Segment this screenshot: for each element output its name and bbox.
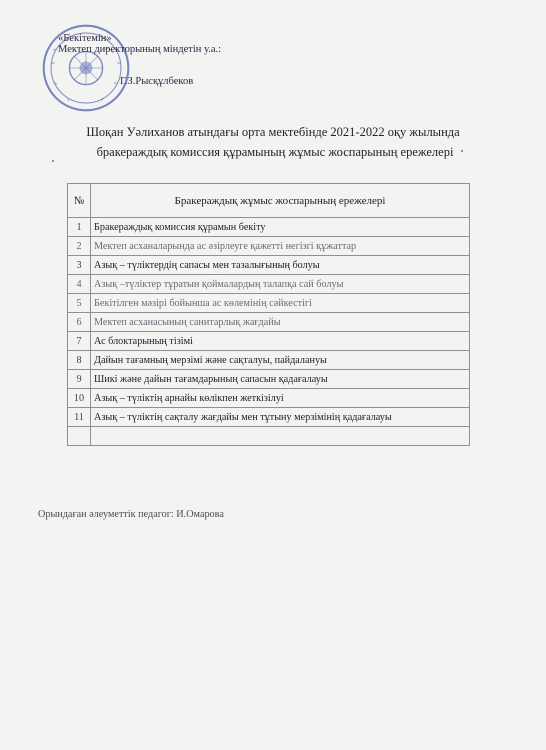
row-text: Ас блоктарының тізімі (91, 332, 470, 351)
document-title-line2: бракераждық комиссия құрамының жұмыс жоспарының ережелері (96, 145, 454, 159)
header-number: № (68, 184, 91, 218)
row-text: Бекітілген мәзірі бойынша ас көлемінің сәйкестігі (91, 294, 470, 313)
row-number: 4 (68, 275, 91, 294)
row-number: 5 (68, 294, 91, 313)
rules-table (67, 183, 470, 446)
row-number: 1 (68, 218, 91, 237)
row-text: Азық – түліктің сақталу жағдайы мен тұтыну мерзімінің қадағалауы (91, 408, 470, 427)
approval-signatory: Г.З.Рысқұлбеков (120, 76, 194, 87)
row-number: 10 (68, 389, 91, 408)
author-line: Орындаған әлеуметтік педагог: И.Омарова (38, 509, 224, 520)
table-row (68, 389, 470, 408)
table-empty-row (68, 427, 470, 446)
table-row (68, 370, 470, 389)
table-row (68, 275, 470, 294)
row-text: Азық –түліктер тұратын қоймалардың талапқа сай болуы (91, 275, 470, 294)
table-row (68, 351, 470, 370)
document-title-line1: Шоқан Уәлиханов атындағы орта мектебінде 2021-2022 оқу жылында (86, 125, 460, 139)
table-row (68, 408, 470, 427)
empty-cell (91, 427, 470, 446)
row-number: 2 (68, 237, 91, 256)
row-number: 6 (68, 313, 91, 332)
row-text: Азық – түліктердің сапасы мен тазалығының болуы (91, 256, 470, 275)
row-text: Дайын тағамның мерзімі және сақталуы, пайдалануы (91, 351, 470, 370)
approval-heading: «Бекітемін» (58, 33, 112, 44)
row-text: Бракераждық комиссия құрамын бекіту (91, 218, 470, 237)
table-row (68, 313, 470, 332)
table-header-row (68, 184, 470, 218)
row-text: Шикі және дайын тағамдарының сапасын қадағалауы (91, 370, 470, 389)
rules-table-container (67, 183, 470, 446)
row-text: Азық – түліктің арнайы көлікпен жеткізілуі (91, 389, 470, 408)
row-text: Мектеп асханасының санитарлық жағдайы (91, 313, 470, 332)
row-text: Мектеп асханаларында ас әзірлеуге қажетті негізгі құжаттар (91, 237, 470, 256)
scan-speck (461, 150, 463, 152)
row-number: 3 (68, 256, 91, 275)
empty-cell (68, 427, 91, 446)
table-row (68, 237, 470, 256)
row-number: 9 (68, 370, 91, 389)
scan-speck (52, 160, 54, 162)
row-number: 8 (68, 351, 91, 370)
table-row (68, 256, 470, 275)
row-number: 7 (68, 332, 91, 351)
table-row (68, 218, 470, 237)
table-row (68, 294, 470, 313)
approval-position: Мектеп директорының міндетін у.а.: (58, 44, 222, 55)
row-number: 11 (68, 408, 91, 427)
header-rules: Бракераждық жұмыс жоспарының ережелері (91, 184, 470, 218)
table-row (68, 332, 470, 351)
